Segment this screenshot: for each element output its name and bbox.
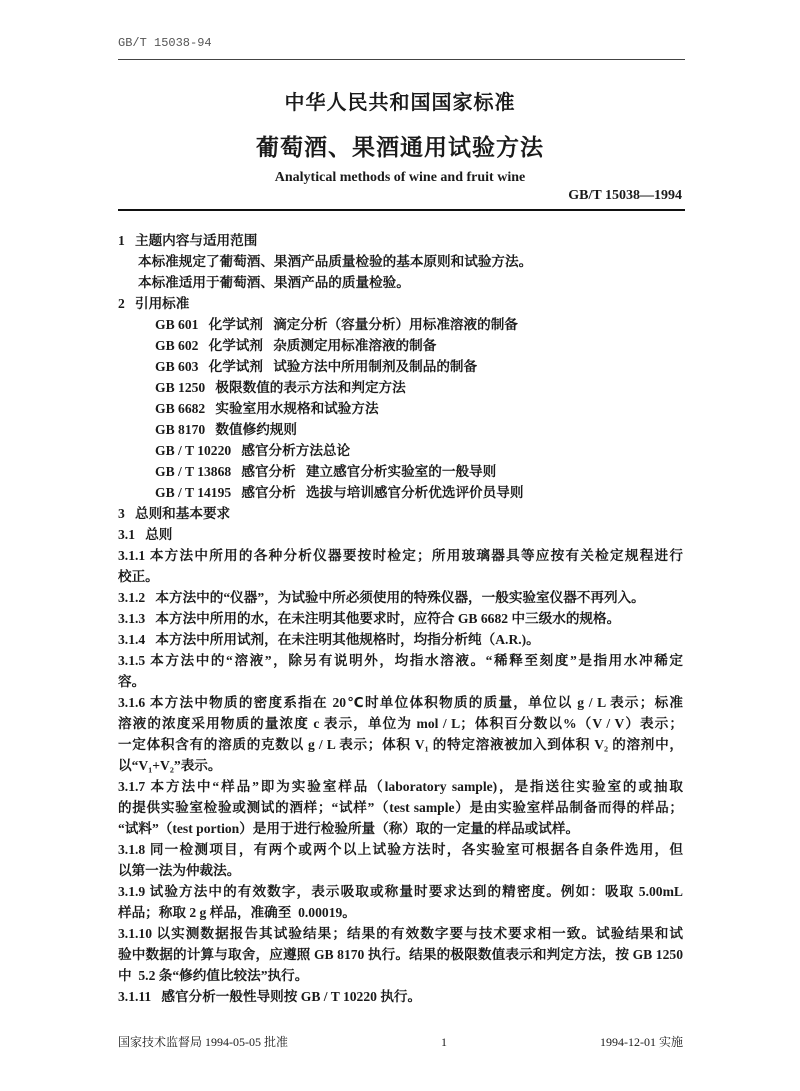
- text-line: 3 总则和基本要求: [118, 506, 231, 521]
- text-line: 2 引用标准: [118, 296, 190, 311]
- text-line: 3.1.8 同一检测项目，有两个或两个以上试验方法时，各实验室可根据各自条件选用，但: [118, 842, 683, 857]
- text-line: 验中数据的计算与取舍，应遵照 GB 8170 执行。结果的极限数值表示和判定方法，按 GB 1250: [118, 947, 683, 962]
- text-line: 3.1.7 本方法中“样品”即为实验室样品（laboratory sample)，是指送往实验室的或抽取: [118, 779, 683, 794]
- text-line: 中 5.2 条“修约值比较法”执行。: [118, 968, 309, 983]
- text-line: 的提供实验室检验或测试的酒样；“试样”（test sample）是由实验室样品制备而得的样品；: [118, 800, 683, 815]
- text-line: GB / T 10220 感官分析方法总论: [155, 443, 351, 458]
- text-line: 3.1.1 本方法中所用的各种分析仪器要按时检定；所用玻璃器具等应按有关检定规程进行: [118, 548, 683, 563]
- text-line: 3.1.4 本方法中所用试剂，在未注明其他规格时，均指分析纯（A.R.)。: [118, 632, 540, 647]
- document-body: [118, 230, 683, 1007]
- text-line: 容。: [118, 674, 146, 689]
- text-line: GB 8170 数值修约规则: [155, 422, 297, 437]
- text-line: GB / T 14195 感官分析 选拔与培训感官分析优选评价员导则: [155, 485, 524, 500]
- text-line: 校正。: [118, 569, 159, 584]
- running-header-code: GB/T 15038-94: [118, 36, 212, 50]
- text-line: 3.1.11 感官分析一般性导则按 GB / T 10220 执行。: [118, 989, 422, 1004]
- national-standard-title: 中华人民共和国国家标准: [284, 90, 516, 114]
- text-line: 3.1.5 本方法中的“溶液”，除另有说明外，均指水溶液。“稀释至刻度”是指用水冲稀定: [118, 653, 683, 668]
- english-title: Analytical methods of wine and fruit wine: [274, 170, 526, 185]
- text-line: GB 603 化学试剂 试验方法中所用制剂及制品的制备: [155, 359, 478, 374]
- page-number: 1: [441, 1035, 447, 1049]
- text-line: 一定体积含有的溶质的克数以 g / L 表示；体积 V₁ 的特定溶液被加入到体积 V₂ 的溶剂中，: [118, 737, 683, 752]
- text-line: 以“V₁+V₂”表示。: [118, 758, 222, 773]
- text-line: 3.1.9 试验方法中的有效数字，表示吸取或称量时要求达到的精密度。例如：吸取 5.00mL: [118, 884, 683, 899]
- text-line: 3.1.6 本方法中物质的密度系指在 20℃时单位体积物质的质量，单位以 g / L 表示；标准: [118, 695, 683, 710]
- text-line: 以第一法为仲裁法。: [118, 863, 241, 878]
- document-title: 葡萄酒、果酒通用试验方法: [256, 135, 544, 161]
- text-line: 样品；称取 2 g 样品，准确至 0.00019。: [118, 905, 356, 920]
- text-line: GB 6682 实验室用水规格和试验方法: [155, 401, 379, 416]
- text-line: GB 602 化学试剂 杂质测定用标准溶液的制备: [155, 338, 437, 353]
- text-line: GB 601 化学试剂 滴定分析（容量分析）用标准溶液的制备: [155, 317, 518, 332]
- text-line: “试料”（test portion）是用于进行检验所量（称）取的一定量的样品或试样。: [118, 821, 580, 836]
- standard-number: GB/T 15038—1994: [568, 188, 682, 203]
- text-line: 3.1 总则: [118, 527, 173, 542]
- text-line: 本标准适用于葡萄酒、果酒产品的质量检验。: [138, 275, 410, 290]
- text-line: 1 主题内容与适用范围: [118, 233, 258, 248]
- footer-approved: 国家技术监督局 1994-05-05 批准: [118, 1035, 288, 1049]
- text-line: 3.1.10 以实测数据报告其试验结果；结果的有效数字要与技术要求相一致。试验结果和试: [118, 926, 683, 941]
- text-line: 3.1.2 本方法中的“仪器”，为试验中所必须使用的特殊仪器，一般实验室仪器不再列入。: [118, 590, 645, 605]
- page-footer: [118, 1034, 683, 1070]
- text-line: 3.1.3 本方法中所用的水，在未注明其他要求时，应符合 GB 6682 中三级水的规格。: [118, 611, 621, 626]
- text-line: 溶液的浓度采用物质的量浓度 c 表示，单位为 mol / L；体积百分数以%（V / V）表示；: [118, 716, 683, 731]
- text-line: GB / T 13868 感官分析 建立感官分析实验室的一般导则: [155, 464, 497, 479]
- text-line: 本标准规定了葡萄酒、果酒产品质量检验的基本原则和试验方法。: [138, 254, 533, 269]
- text-line: GB 1250 极限数值的表示方法和判定方法: [155, 380, 406, 395]
- footer-effective: 1994-12-01 实施: [600, 1035, 683, 1049]
